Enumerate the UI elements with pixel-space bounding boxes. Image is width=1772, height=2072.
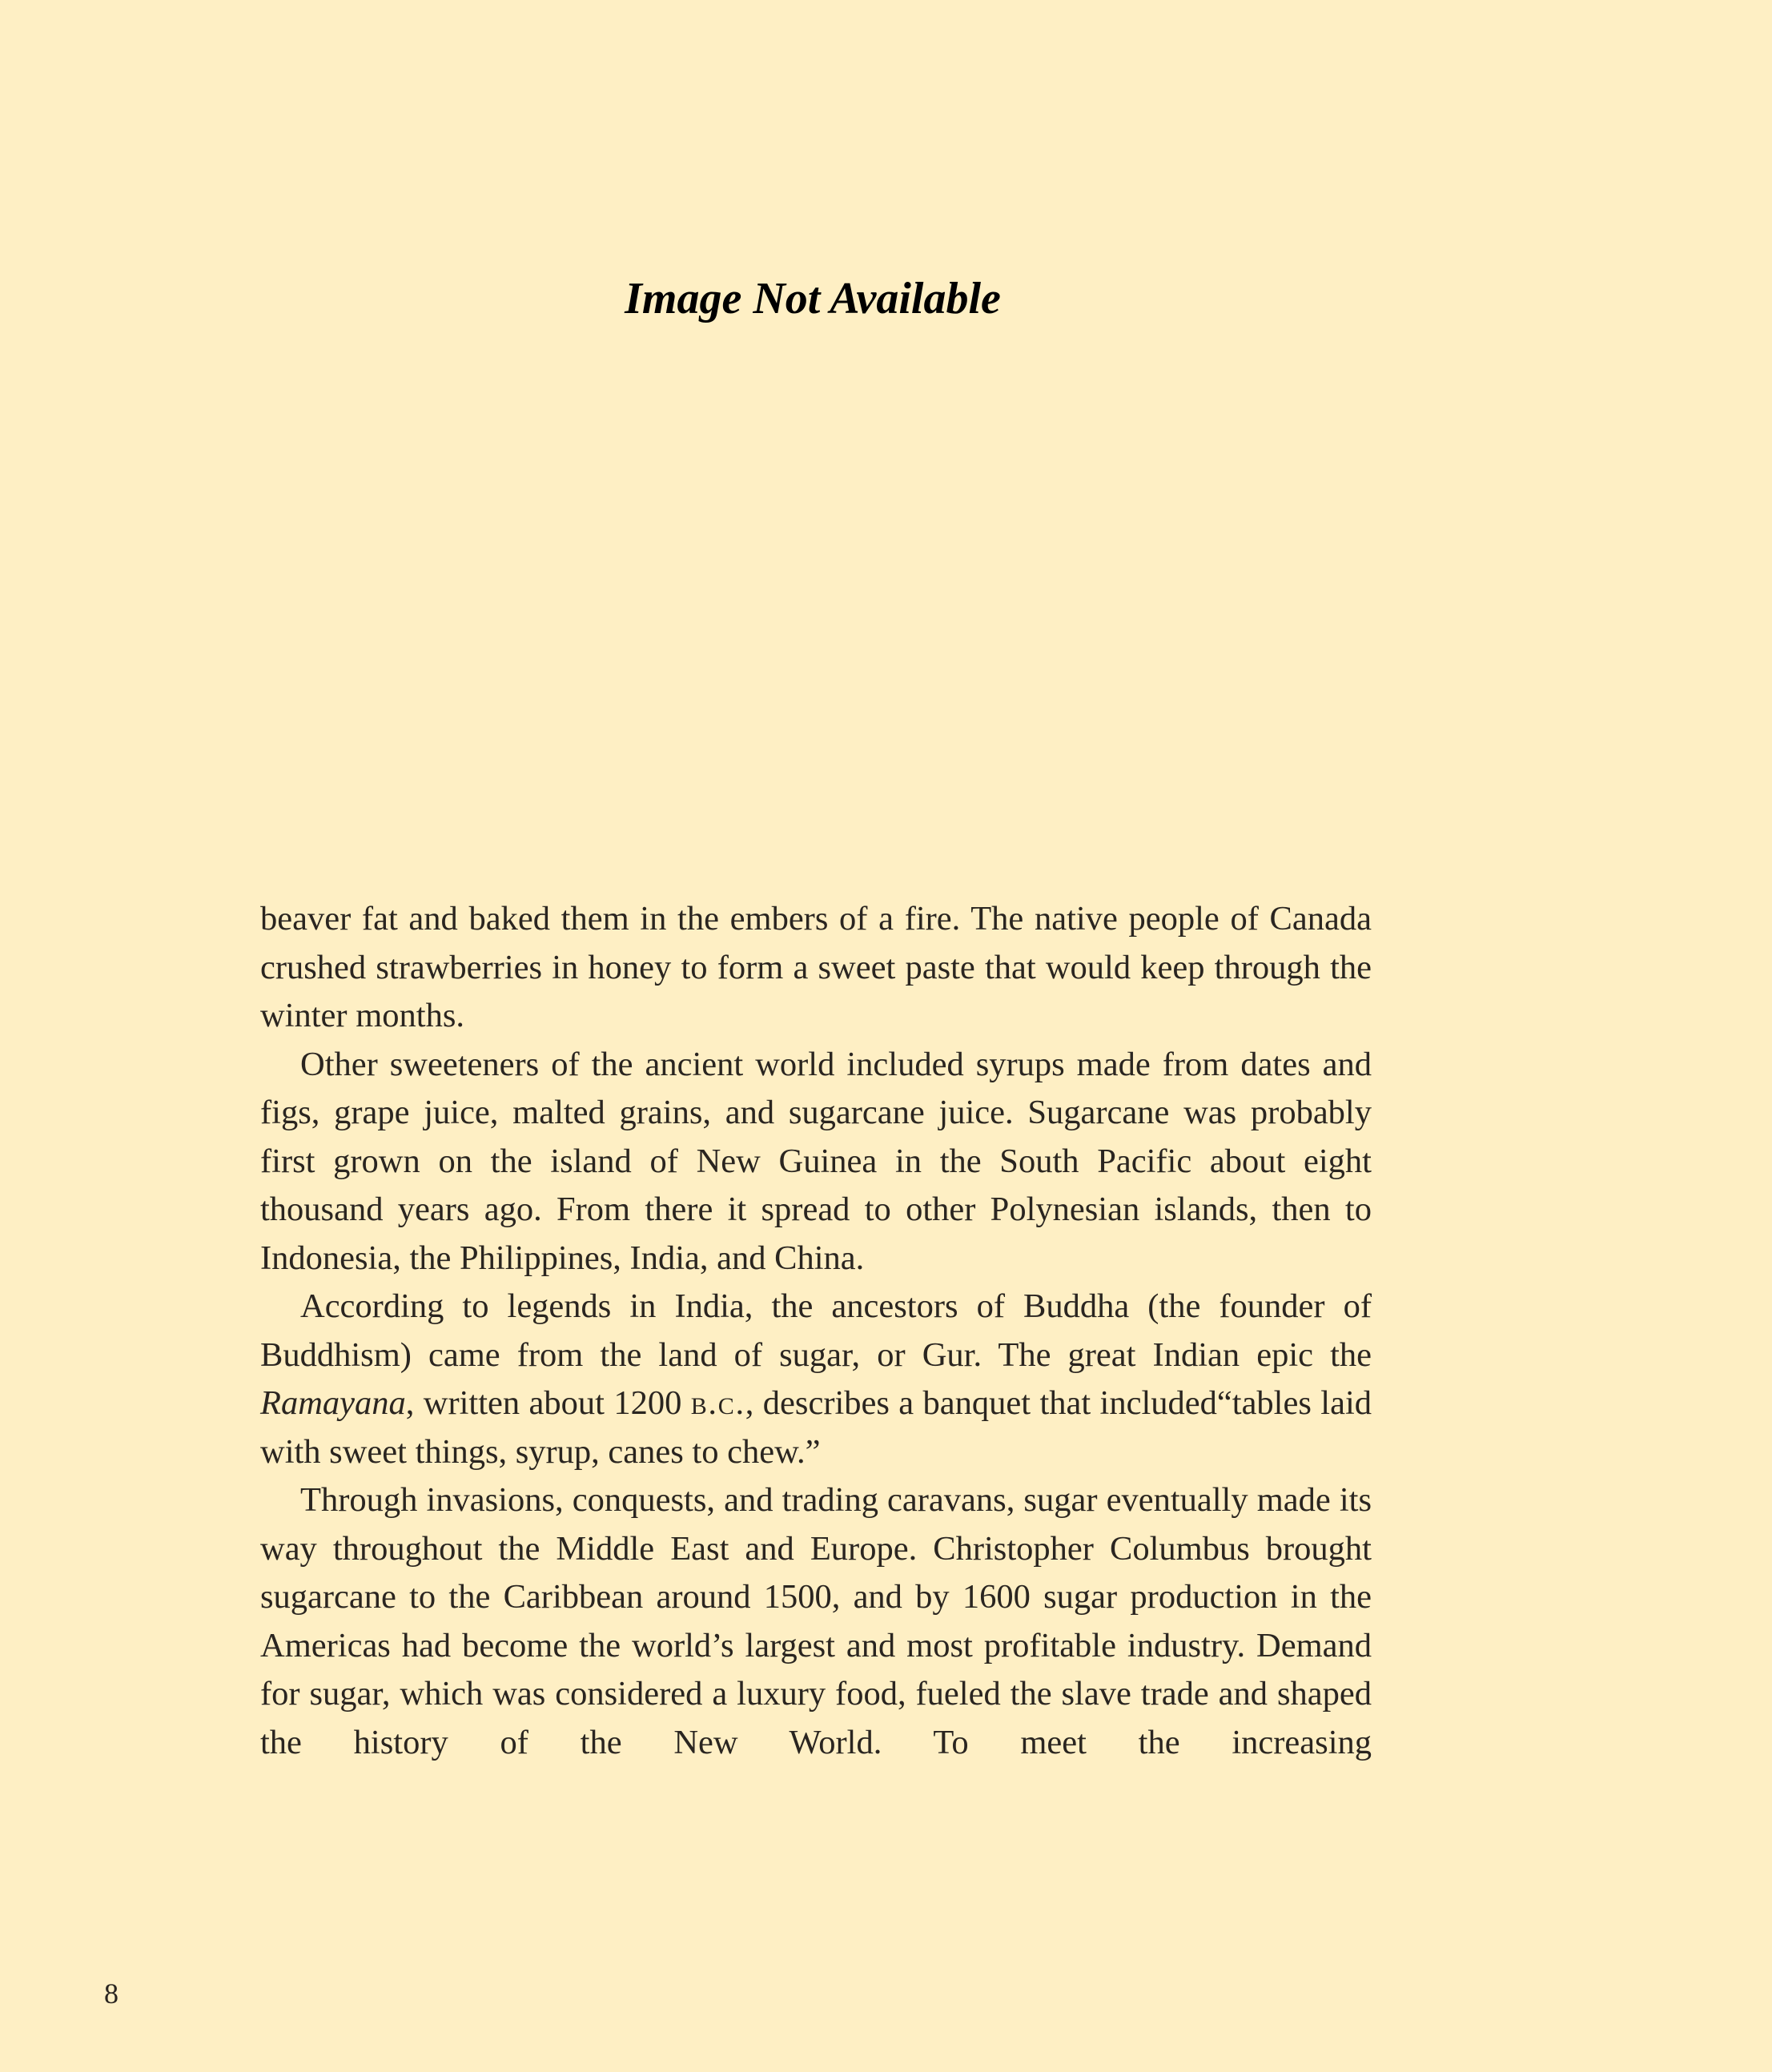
paragraph-2: Other sweeteners of the ancient world included syrups made from dates and figs, grape juice, malted grains, and sugarcane juice. Sugarcane was probably first grown on the island of New Guinea in the South Pacific about eight thousand years ago. From there it spread to other Polynesian islands, then to Indonesia, the Philippines, India, and China. xyxy=(260,1045,1372,1277)
paragraph-3 xyxy=(260,1283,1372,1476)
image-placeholder: Image Not Available xyxy=(625,274,1001,323)
book-title-ramayana: Ramayana xyxy=(260,1384,406,1422)
body-text xyxy=(260,895,1372,1767)
paragraph-3-text-b: , written about 1200 xyxy=(405,1384,691,1422)
page-number: 8 xyxy=(104,1978,119,2010)
paragraph-3-text-a: According to legends in India, the ancestors of Buddha (the founder of Buddhism) came from the land of sugar, or Gur. The great Indian epic the xyxy=(260,1287,1372,1374)
era-abbreviation: b.c. xyxy=(690,1384,745,1422)
paragraph-1: beaver fat and baked them in the embers of a fire. The native people of Canada crushed strawberries in honey to form a sweet paste that would keep through the winter months. xyxy=(260,900,1372,1034)
paragraph-3-text-c: , describes a banquet that included“tables laid with sweet things, syrup, canes to chew.” xyxy=(260,1384,1372,1471)
paragraph-4: Through invasions, conquests, and trading caravans, sugar eventually made its way throughout the Middle East and Europe. Christopher Columbus brought sugarcane to the Caribbean around 1500, and by 1600 sugar production in the Americas had become the world’s largest and most profitable industry. Demand for sugar, which was considered a luxury food, fueled the slave trade and shaped the history of the New World. To meet the increasing xyxy=(260,1481,1372,1761)
